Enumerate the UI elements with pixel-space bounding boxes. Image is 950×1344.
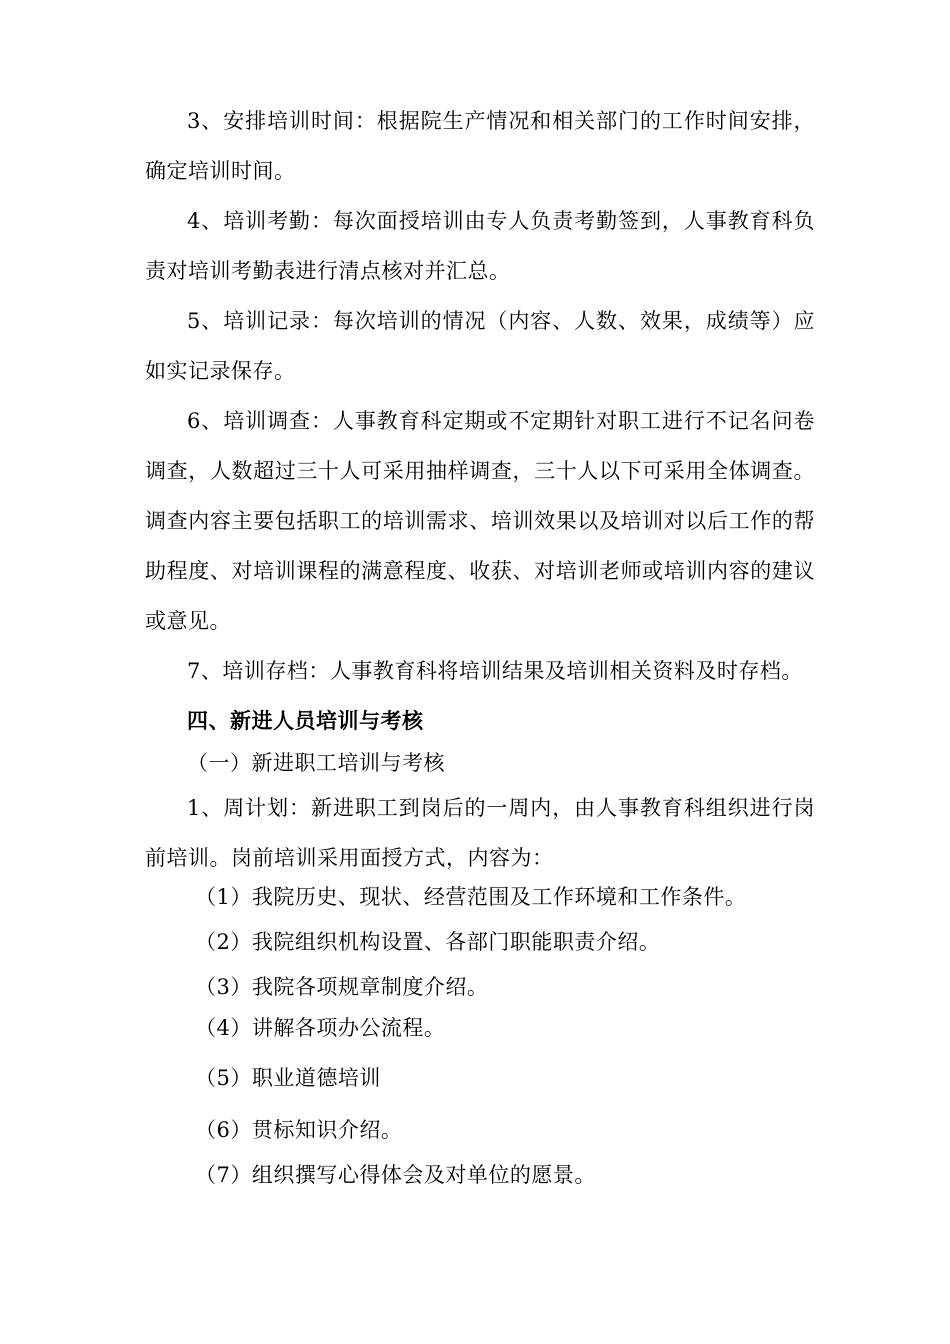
- paragraph-weekly-plan: 1、周计划：新进职工到岗后的一周内，由人事教育科组织进行岗前培训。岗前培训采用面授方式，内容为：: [145, 796, 815, 870]
- list-item: （5）职业道德培训: [195, 1066, 381, 1090]
- paragraph-schedule-training: 3、安排培训时间：根据院生产情况和相关部门的工作时间安排，确定培训时间。: [145, 109, 815, 183]
- subsection-heading: （一）新进职工培训与考核: [187, 751, 445, 775]
- paragraph-archive: 7、培训存档：人事教育科将培训结果及培训相关资料及时存档。: [187, 659, 803, 683]
- list-item: （4）讲解各项办公流程。: [195, 1016, 446, 1040]
- list-item: （1）我院历史、现状、经营范围及工作环境和工作条件。: [195, 885, 747, 909]
- list-item: （7）组织撰写心得体会及对单位的愿景。: [195, 1163, 596, 1187]
- paragraph-attendance: 4、培训考勤：每次面授培训由专人负责考勤签到，人事教育科负责对培训考勤表进行清点核对并汇总。: [145, 209, 815, 283]
- list-item: （3）我院各项规章制度介绍。: [195, 975, 489, 999]
- paragraph-records: 5、培训记录：每次培训的情况（内容、人数、效果，成绩等）应如实记录保存。: [145, 309, 815, 383]
- paragraph-survey: 6、培训调查：人事教育科定期或不定期针对职工进行不记名问卷调查，人数超过三十人可采用抽样调查，三十人以下可采用全体调查。调查内容主要包括职工的培训需求、培训效果以及培训对以后工作的帮助程度、对培训课程的满意程度、收获、对培训老师或培训内容的建议或意见。: [145, 409, 815, 633]
- list-item: （2）我院组织机构设置、各部门职能职责介绍。: [195, 930, 661, 954]
- list-item: （6）贯标知识介绍。: [195, 1118, 403, 1142]
- section-heading: 四、新进人员培训与考核: [187, 708, 424, 733]
